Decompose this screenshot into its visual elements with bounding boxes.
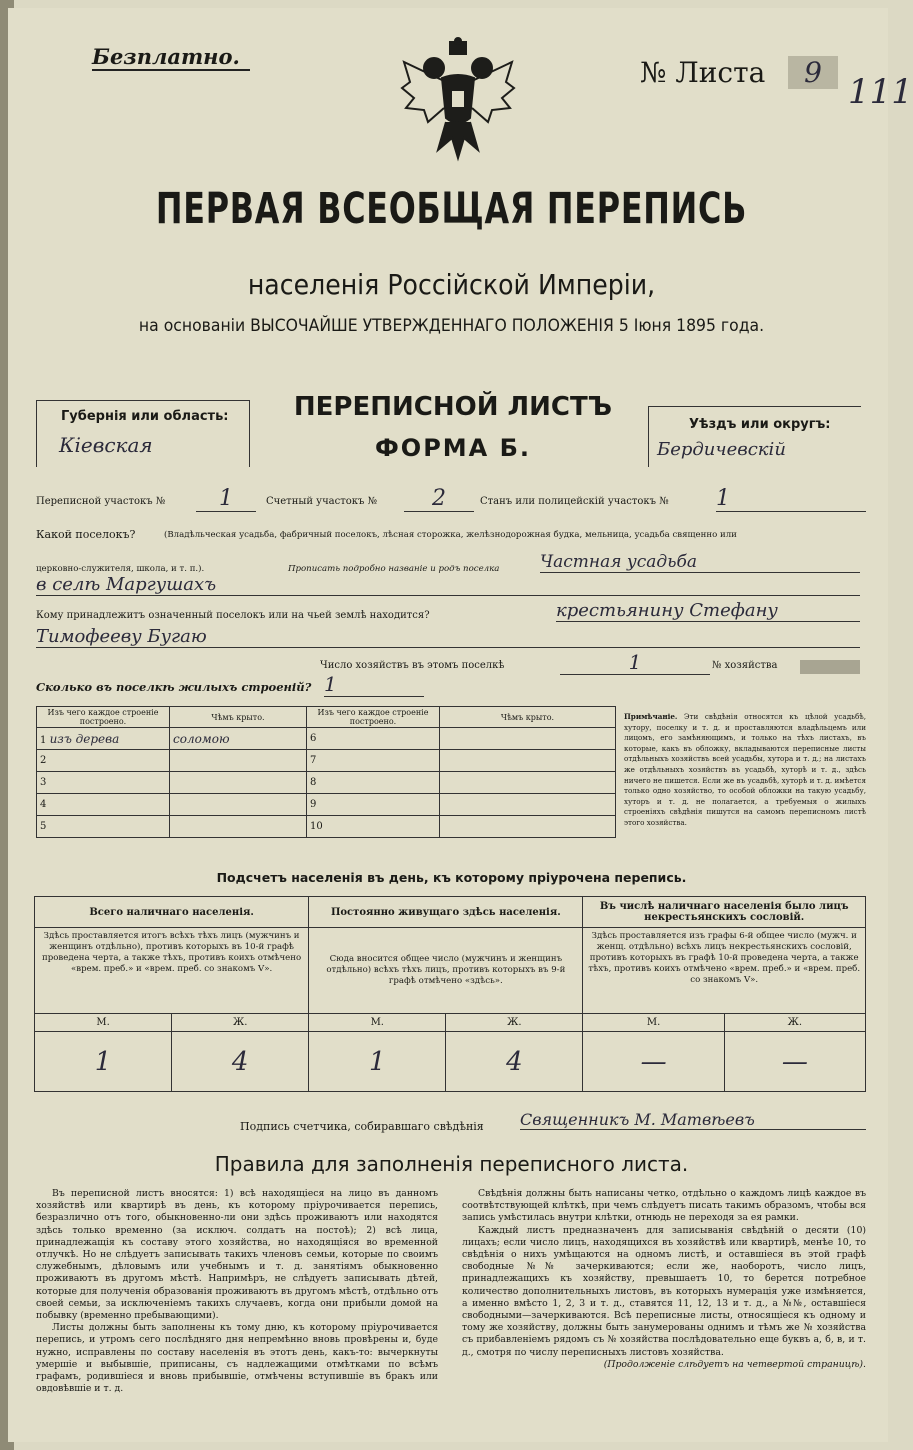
settlement-label: Какой поселокъ?	[36, 528, 136, 541]
male-header: М.	[583, 1014, 724, 1032]
buildings-label: Сколько въ поселкѣ жилыхъ строеній?	[36, 680, 312, 694]
population-heading: Подсчетъ населенія въ день, къ которому пріурочена перепись.	[216, 870, 687, 885]
population-table	[34, 896, 866, 1092]
sheet-number-value: 9	[788, 56, 838, 89]
col-roof-right: Чѣмъ крыто.	[440, 707, 616, 728]
owner-value-2: Тимофееву Бугаю	[36, 626, 860, 648]
document-subtitle: населенія Россійской Имперіи,	[247, 268, 656, 301]
households-label: Число хозяйствъ въ этомъ поселкѣ	[320, 660, 505, 671]
double-headed-eagle-emblem	[398, 38, 518, 162]
table-row	[37, 816, 616, 838]
rules-right-paragraph-1: Свѣдѣнія должны быть написаны четко, отдѣльно о каждомъ лицѣ каждое въ соотвѣтствующей клѣткѣ, при чемъ слѣдуетъ писать такимъ образомъ, чтобы вся запись умѣстилась внутри клѣтки, отнюдь не переходя за ея рамки.	[462, 1188, 866, 1224]
district-value: Бердичевскій	[657, 439, 786, 460]
owner-label: Кому принадлежитъ означенный поселокъ или на чьей землѣ находится?	[36, 610, 430, 621]
household-number-label: № хозяйства	[712, 660, 778, 671]
settlement-value-1: Частная усадьба	[540, 552, 860, 573]
row-number: 7	[307, 750, 440, 772]
table-row	[37, 794, 616, 816]
rules-title: Правила для заполненія переписного листа.	[214, 1152, 689, 1176]
legal-basis: на основаніи ВЫСОЧАЙШЕ УТВЕРЖДЕННАГО ПОЛОЖЕНІЯ 5 Іюня 1895 года.	[138, 316, 765, 336]
non-peasant-female-count: —	[724, 1032, 865, 1092]
rules-continuation: (Продолженіе слѣдуетъ на четвертой страницѣ).	[603, 1358, 866, 1370]
settlement-hint-3: Прописать подробно названіе и родъ поселка	[288, 564, 500, 574]
counting-area-label: Счетный участокъ №	[266, 496, 378, 507]
male-header: М.	[309, 1014, 446, 1032]
household-number-redacted	[800, 660, 860, 674]
row-number: 5	[37, 816, 170, 838]
female-header: Ж.	[724, 1014, 865, 1032]
signature-label: Подпись счетчика, собиравшаго свѣдѣнія	[240, 1120, 484, 1133]
margin-mark: 111	[848, 72, 913, 112]
row-number: 6	[307, 728, 440, 750]
female-header: Ж.	[446, 1014, 583, 1032]
signature-value: Священникъ М. Матвѣевъ	[520, 1110, 866, 1130]
note-title: Примѣчаніе.	[624, 712, 678, 721]
table-row	[37, 772, 616, 794]
note-block	[624, 712, 866, 829]
female-header: Ж.	[172, 1014, 309, 1032]
form-title: ФОРМА Б.	[374, 434, 531, 462]
permanent-male-count: 1	[309, 1032, 446, 1092]
row-number: 1	[40, 734, 47, 746]
col-non-peasant-title: Въ числѣ наличнаго населенія было лицъ некрестьянскихъ сословій.	[583, 897, 866, 928]
district-box	[648, 406, 861, 467]
census-area-label: Переписной участокъ №	[36, 496, 166, 507]
settlement-value-2: в селѣ Маргушахъ	[36, 574, 860, 596]
col-material-left: Изъ чего каждое строеніе построено.	[37, 707, 170, 728]
buildings-table	[36, 706, 616, 838]
counting-area-value: 2	[404, 486, 474, 512]
settlement-hint-2: церковно-служителя, школа, и т. п.).	[36, 564, 205, 574]
row-number: 3	[37, 772, 170, 794]
rules-left-paragraph-1: Въ переписной листъ вносятся: 1) всѣ находящіеся на лицо въ данномъ хозяйствѣ или квартирѣ въ день, къ которому пріурочивается перепись, безразлично отъ того, обыкновенно-ли они здѣсь проживаютъ или находятся здѣсь только временно (за исключ. солдатъ на постоѣ); 2) всѣ лица, принадлежащія къ составу этого хозяйства, но находящіяся во временной отлучкѣ. Но не слѣдуетъ записывать такихъ членовъ семьи, которые по своимъ служебнымъ, дѣловымъ или учебнымъ и т. д. занятіямъ обыкновенно проживаютъ въ другомъ мѣстѣ. Напримѣръ, не слѣдуетъ записывать дѣтей, которые для полученія образованія проживаютъ въ другомъ мѣстѣ, отдѣльно отъ своей семьи, за исключеніемъ такихъ случаевъ, когда они прибыли домой на побывку (временно пребывающими).	[36, 1188, 438, 1322]
table-row	[37, 728, 616, 750]
row-number: 2	[37, 750, 170, 772]
building-material: изъ дерева	[49, 731, 120, 746]
households-value: 1	[560, 650, 710, 675]
province-label: Губернія или область:	[61, 409, 229, 424]
rules-right-column	[462, 1188, 866, 1371]
rules-left-paragraph-2: Листы должны быть заполнены къ тому дню, къ которому пріурочивается перепись, и утромъ сего послѣдняго дня непремѣнно вновь провѣрены и, буде нужно, исправлены по составу населенія въ этотъ день, какъ-то: вычеркнуты умершіе и выбывшіе, приписаны, съ надлежащими отмѣтками по всѣмъ графамъ, родившіеся и вновь прибывшіе, отмѣчены вступившіе въ бракъ или овдовѣвшіе и т. д.	[36, 1322, 438, 1395]
col-present-title: Всего наличнаго населенія.	[35, 897, 309, 928]
province-box	[36, 400, 250, 467]
district-label: Уѣздъ или округъ:	[689, 417, 831, 432]
row-number: 9	[307, 794, 440, 816]
free-label: Безплатно.	[92, 44, 250, 71]
col-permanent-text: Сюда вносится общее число (мужчинъ и женщинъ отдѣльно) всѣхъ тѣхъ лицъ, противъ которыхъ въ 9-й графѣ отмѣчено «здѣсь».	[309, 928, 583, 1014]
col-permanent-title: Постоянно живущаго здѣсь населенія.	[309, 897, 583, 928]
census-area-value: 1	[196, 486, 256, 512]
buildings-value: 1	[324, 672, 424, 697]
sheet-type-title: ПЕРЕПИСНОЙ ЛИСТЪ	[293, 392, 613, 422]
row-number: 10	[307, 816, 440, 838]
building-roof: соломою	[170, 728, 307, 750]
permanent-female-count: 4	[446, 1032, 583, 1092]
col-roof-left: Чѣмъ крыто.	[170, 707, 307, 728]
col-non-peasant-text: Здѣсь проставляется изъ графы 6-й общее число (мужч. и женщ. отдѣльно) всѣхъ лицъ некрестьянскихъ сословій, противъ которыхъ въ графѣ 10-й проведена черта, а также тѣхъ, противъ коихъ отмѣчено «врем. преб.» и «врем. преб. со знакомъ V».	[583, 928, 866, 1014]
sheet-number-label: № Листа	[640, 56, 766, 89]
police-area-value: 1	[716, 486, 866, 512]
document-title: ПЕРВАЯ ВСЕОБЩАЯ ПЕРЕПИСЬ	[155, 184, 748, 234]
settlement-hint-1: (Владѣльческая усадьба, фабричный поселокъ, лѣсная сторожка, желѣзнодорожная будка, мельница, усадьба священно или	[164, 530, 737, 540]
col-material-right: Изъ чего каждое строеніе построено.	[307, 707, 440, 728]
non-peasant-male-count: —	[583, 1032, 724, 1092]
row-number: 8	[307, 772, 440, 794]
row-number: 4	[37, 794, 170, 816]
present-female-count: 4	[172, 1032, 309, 1092]
rules-right-paragraph-2: Каждый листъ предназначенъ для записыванія свѣдѣній о десяти (10) лицахъ; если число лицъ, находящихся въ хозяйствѣ или квартирѣ, менѣе 10, то свѣдѣнія о нихъ умѣщаются на одномъ листѣ, и оставшіеся въ этой графѣ свободные №№ зачеркиваются; если же, наоборотъ, число лицъ, принадлежащихъ къ хозяйству, превышаетъ 10, то берется потребное количество дополнительныхъ листовъ, въ которыхъ нумерація уже измѣняется, а именно вмѣсто 1, 2, 3 и т. д., ставятся 11, 12, 13 и т. д., а №№, оставшіеся свободными—зачеркиваются. Всѣ переписные листы, относящіеся къ одному и тому же хозяйству, должны быть занумерованы однимъ и тѣмъ же № хозяйства съ прибавленіемъ рядомъ съ № хозяйства послѣдовательно еще буквъ а, б, в, и т. д., смотря по числу переписныхъ листовъ хозяйства.	[462, 1224, 866, 1358]
owner-value-1: крестьянину Стефану	[556, 600, 860, 622]
police-area-label: Станъ или полицейскій участокъ №	[480, 496, 669, 507]
table-row	[37, 750, 616, 772]
rules-left-column	[36, 1188, 438, 1395]
note-text: Эти свѣдѣнія относятся къ цѣлой усадьбѣ, хутору, поселку и т. д. и проставляются владѣльцемъ или лицомъ, его замѣняющимъ, и только на тѣхъ листахъ, въ которые, какъ въ обложку, вкладываются переписные листы отдѣльныхъ хозяйствъ всей усадьбы, хутора и т. д.; на листахъ же отдѣльныхъ хозяйствъ въ усадьбѣ, хуторѣ и т. д., здѣсь ничего не пишется. Если же въ усадьбѣ, хуторѣ и т. д. имѣется только одно хозяйство, то особой обложки на такую усадьбу, хуторъ и т. д. не полагается, а требуемыя о жилыхъ строеніяхъ свѣдѣнія пишутся на самомъ переписномъ листѣ этого хозяйства.	[624, 712, 866, 827]
present-male-count: 1	[35, 1032, 172, 1092]
male-header: М.	[35, 1014, 172, 1032]
province-value: Кіевская	[59, 433, 153, 457]
col-present-text: Здѣсь проставляется итогъ всѣхъ тѣхъ лицъ (мужчинъ и женщинъ отдѣльно), противъ которыхъ въ 10-й графѣ проведена черта, а также тѣхъ, противъ коихъ отмѣчено «врем. преб.» и «врем. преб. со знакомъ V».	[35, 928, 309, 1014]
